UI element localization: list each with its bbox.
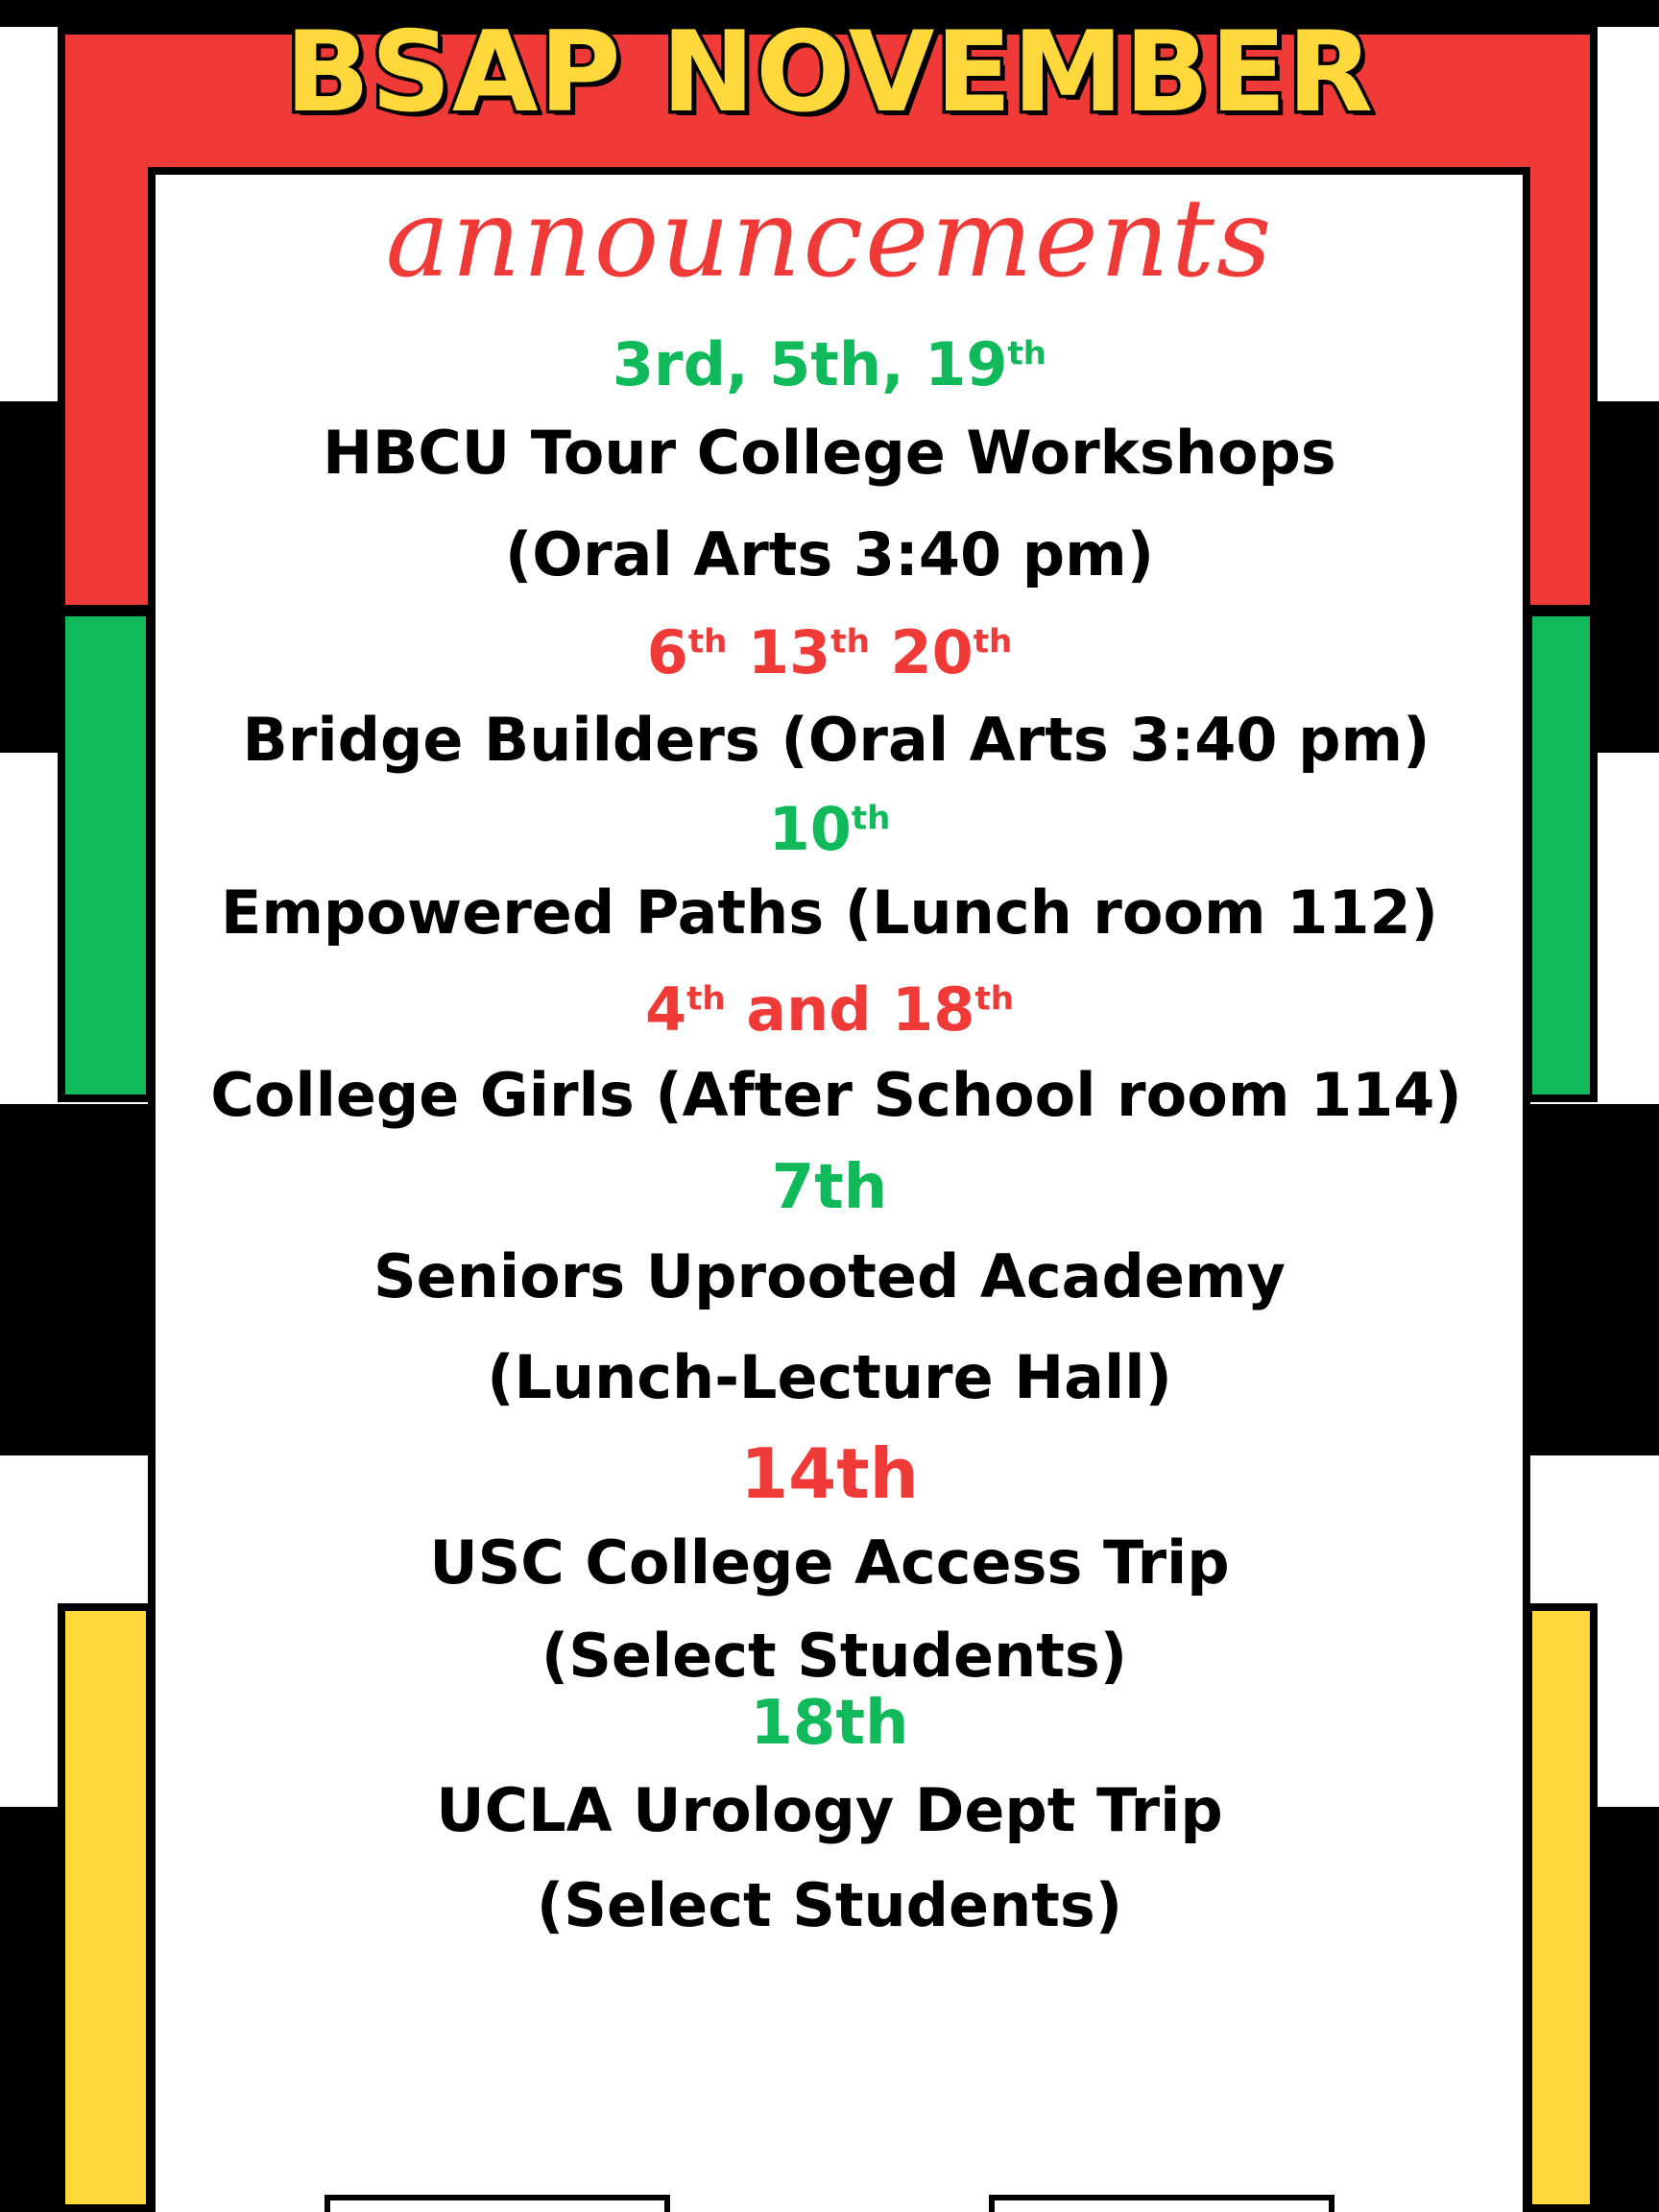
event-description (148, 1047, 1511, 1143)
event-date: 4th and 18th (644, 974, 1015, 1045)
list-item (148, 975, 1511, 1144)
list-item (148, 1434, 1511, 1702)
event-date: 6th 13th 20th (646, 617, 1013, 688)
frame-yellow-left (58, 1603, 154, 2212)
event-date: 10th (768, 793, 891, 864)
event-line: Empowered Paths (Lunch room 112) (220, 878, 1439, 949)
event-line: (Lunch-Lecture Hall) (487, 1342, 1172, 1413)
event-line: College Girls (After School room 114) (210, 1059, 1462, 1130)
page-subtitle: announcements (385, 177, 1274, 301)
event-date: 7th (771, 1152, 888, 1224)
frame-green-left (58, 609, 154, 1102)
event-date: 3rd, 5th, 19th (612, 329, 1047, 399)
list-item (148, 330, 1511, 605)
page-title: BSAP NOVEMBER (284, 8, 1375, 137)
event-line: Seniors Uprooted Academy (373, 1240, 1286, 1311)
event-description (148, 1226, 1511, 1429)
event-description (148, 1763, 1511, 1953)
event-description (148, 402, 1511, 605)
event-line: USC College Access Trip (429, 1527, 1230, 1599)
event-line: (Select Students) (541, 1620, 1128, 1691)
event-line: UCLA Urology Dept Trip (436, 1775, 1223, 1846)
list-item (148, 618, 1511, 789)
list-item (148, 795, 1511, 962)
event-line: (Oral Arts 3:40 pm) (504, 518, 1155, 589)
bottom-notch (989, 2195, 1334, 2212)
frame-yellow-right (1525, 1603, 1598, 2212)
list-item (148, 1153, 1511, 1428)
list-item (148, 1689, 1511, 1954)
event-line: Bridge Builders (Oral Arts 3:40 pm) (242, 705, 1431, 776)
event-description (148, 865, 1511, 961)
event-description (148, 1517, 1511, 1701)
announcement-list (148, 326, 1511, 1954)
event-line: (Select Students) (536, 1870, 1123, 1941)
frame-green-right (1525, 609, 1598, 1102)
event-description (148, 692, 1511, 788)
bottom-notch (325, 2195, 670, 2212)
event-line: HBCU Tour College Workshops (323, 418, 1336, 489)
event-date: 18th (750, 1687, 909, 1759)
event-date: 14th (740, 1432, 919, 1514)
